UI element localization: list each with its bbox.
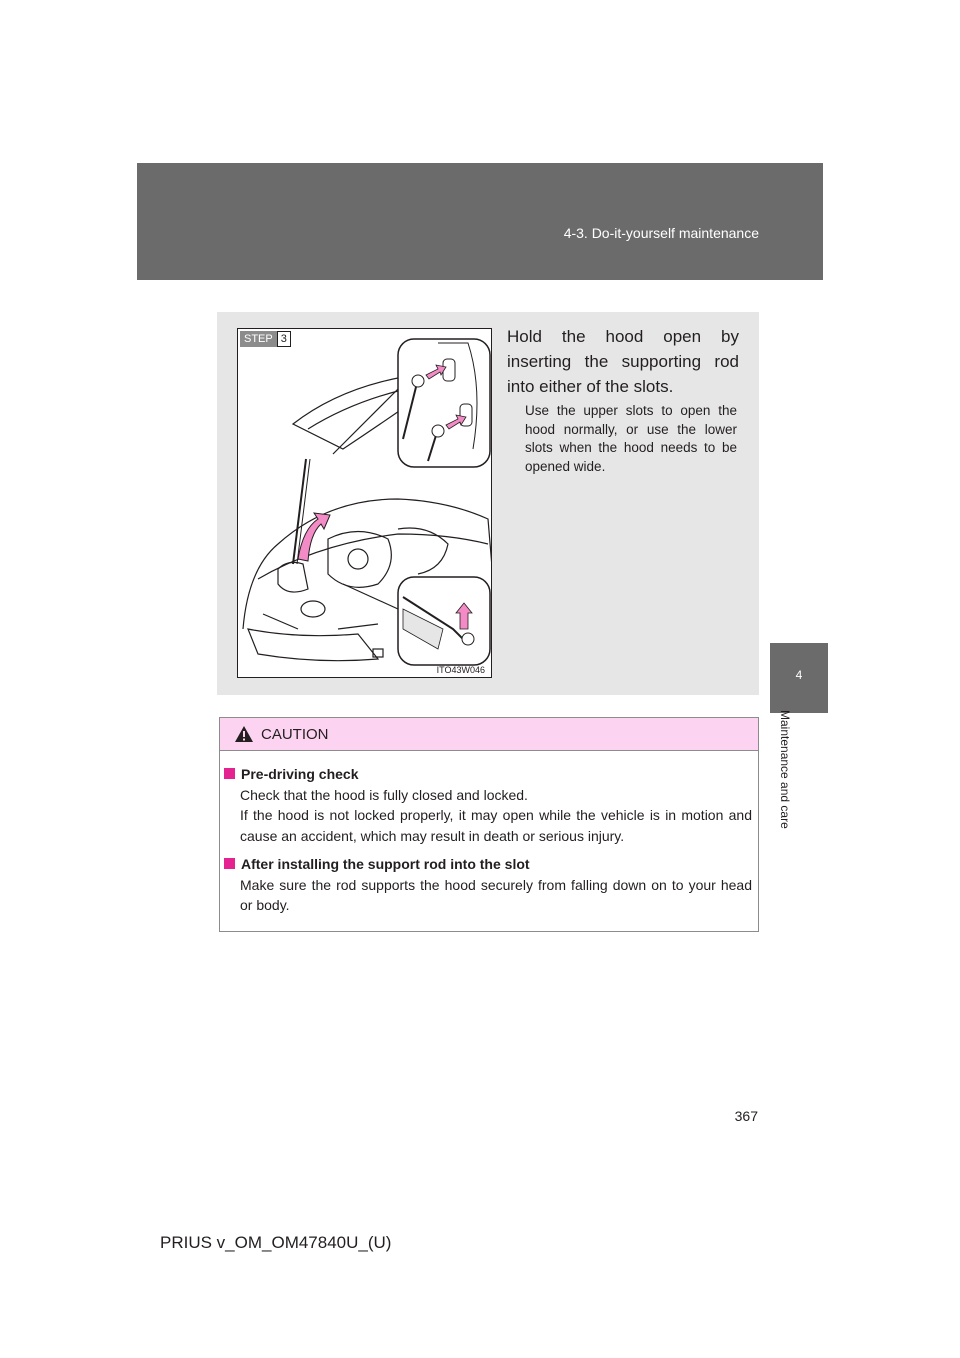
step-word: STEP	[240, 331, 277, 347]
figure-code: ITO43W046	[436, 665, 485, 675]
caution-item-heading: After installing the support rod into the slot	[241, 856, 530, 872]
section-title: 4-3. Do-it-yourself maintenance	[563, 225, 759, 241]
page-header	[137, 163, 823, 280]
engine-bay-drawing	[238, 329, 492, 678]
caution-title: CAUTION	[261, 726, 329, 743]
chapter-tab	[770, 643, 828, 713]
chapter-label-wrap	[778, 710, 792, 880]
footer-model-code: PRIUS v_OM_OM47840U_(U)	[160, 1233, 392, 1252]
caution-box	[219, 717, 759, 932]
caution-line	[240, 785, 752, 847]
caution-item-pre-driving	[224, 764, 752, 846]
caution-text-line: If the hood is not locked properly, it may open while the vehicle is in motion and cause an accident, which may result in death or serious injury.	[240, 807, 752, 844]
warning-triangle-icon	[234, 725, 254, 743]
caution-header	[220, 718, 758, 751]
caution-item-support-rod	[224, 854, 752, 916]
caution-item-text	[224, 785, 752, 847]
caution-text-line: Check that the hood is fully closed and locked.	[240, 786, 528, 803]
caution-body	[224, 764, 752, 924]
caution-item-heading: Pre-driving check	[241, 766, 359, 782]
hood-illustration	[237, 328, 492, 678]
bullet-square-icon	[224, 768, 235, 779]
step-instruction: Hold the hood open by inserting the supporting rod into either of the slots.	[507, 327, 739, 396]
chapter-number: 4	[795, 668, 803, 682]
page-number: 367	[734, 1108, 758, 1124]
chapter-label: Maintenance and care	[778, 710, 792, 829]
step-panel	[217, 312, 759, 695]
step-number: 3	[277, 331, 291, 347]
step-note: Use the upper slots to open the hood normally, or use the lower slots when the hood needs to be opened wide.	[525, 403, 737, 474]
bullet-square-icon	[224, 858, 235, 869]
caution-item-text: Make sure the rod supports the hood securely from falling down on to your head or body.	[240, 876, 752, 913]
